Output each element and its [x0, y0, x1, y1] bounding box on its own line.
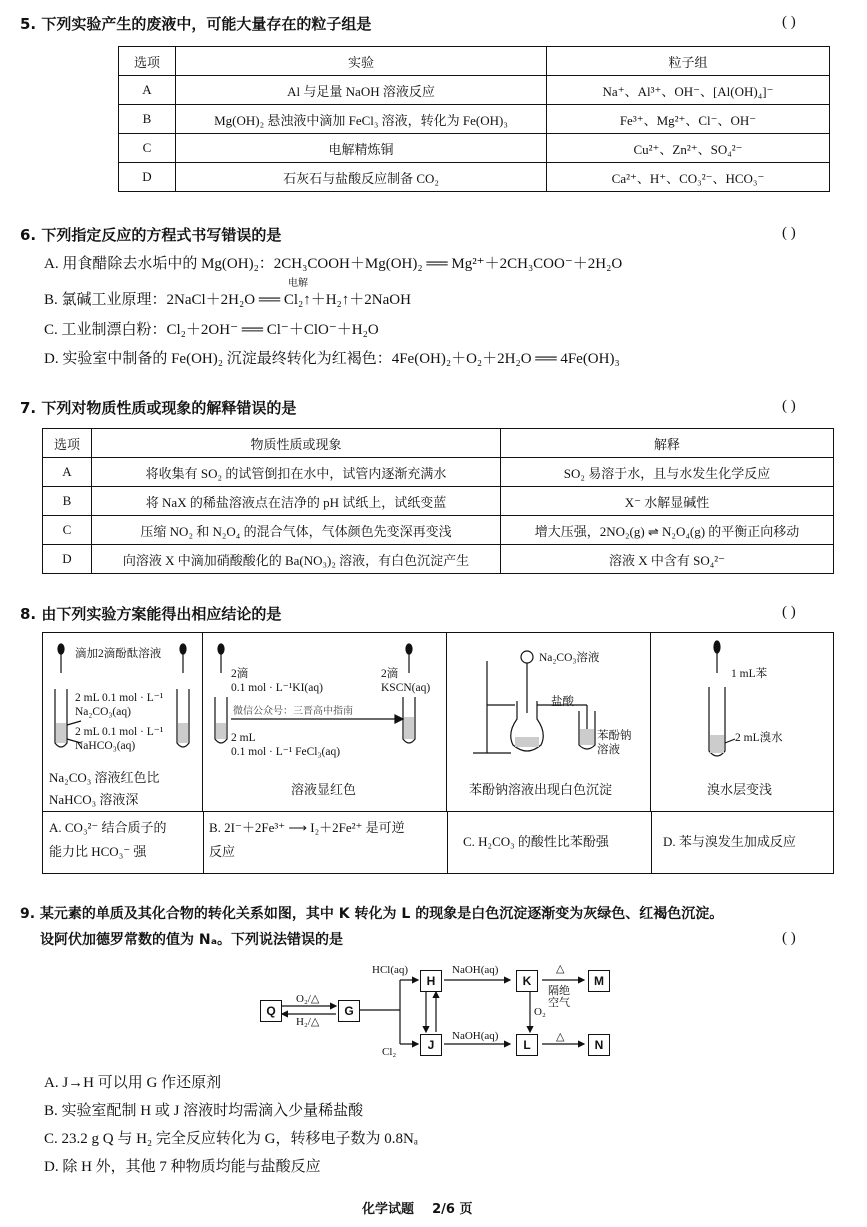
- q8-d-label-2: 2 mL溴水: [735, 732, 783, 744]
- q7-row-b-explanation: X⁻ 水解显碱性: [501, 487, 834, 516]
- q9-option-a: A. J→H 可以用 G 作还原剂: [44, 1075, 222, 1091]
- q8-a-label-4: NaHCO₃(aq): [75, 740, 136, 752]
- q8-c-result: 苯酚钠溶液出现白色沉淀: [469, 782, 613, 797]
- q9-node-k: K: [516, 970, 538, 992]
- q9-label-delta-bottom: △: [556, 1031, 565, 1043]
- q9-label-delta-top: △: [556, 963, 565, 975]
- q8-b-right-label-2: KSCN(aq): [381, 682, 431, 694]
- q5-header-option: 选项: [119, 47, 176, 76]
- q5-title: 5. 下列实验产生的废液中，可能大量存在的粒子组是: [20, 15, 372, 33]
- q8-divider: [43, 811, 833, 812]
- q6-option-b: B. 氯碱工业原理：2NaCl＋2H₂O ══ Cl₂↑＋H₂↑＋2NaOH: [44, 292, 411, 308]
- q8-a-result-2: NaHCO₃ 溶液深: [49, 792, 139, 807]
- q9-label-g-to-q: H₂/△: [296, 1016, 320, 1028]
- q8-c-acid-label: 盐酸: [551, 696, 574, 708]
- q6-option-d: D. 实验室中制备的 Fe(OH)₂ 沉淀最终转化为红褐色：4Fe(OH)₂＋O₂＋2H₂O ══ 4Fe(OH)₃: [44, 351, 620, 367]
- q8-panel-b: [203, 633, 447, 811]
- q7-row-b-option: B: [43, 487, 92, 516]
- q5-table: [118, 46, 830, 192]
- q8-c-top-label: Na₂CO₃溶液: [539, 652, 600, 664]
- q5-answer-paren: ( ): [782, 14, 796, 30]
- q5-row-a-experiment: Al 与足量 NaOH 溶液反应: [176, 76, 547, 105]
- q8-d-result: 溴水层变浅: [707, 782, 773, 797]
- q9-node-g: G: [338, 1000, 360, 1022]
- q5-row-c-option: C: [119, 134, 176, 163]
- q7-row-d-explanation: 溶液 X 中含有 SO₄²⁻: [501, 545, 834, 574]
- q5-row-b-experiment: Mg(OH)₂ 悬浊液中滴加 FeCl₃ 溶液，转化为 Fe(OH)₃: [176, 105, 547, 134]
- q8-b-left-label-2: 0.1 mol · L⁻¹KI(aq): [231, 682, 323, 694]
- q9-transformation-diagram: [250, 960, 630, 1060]
- q7-row-c-option: C: [43, 516, 92, 545]
- q9-node-n: N: [588, 1034, 610, 1056]
- q8-title: 8. 由下列实验方案能得出相应结论的是: [20, 605, 282, 623]
- q6-electrolysis-label: 电解: [288, 278, 308, 289]
- q7-row-d-phenomenon: 向溶液 X 中滴加硝酸酸化的 Ba(NO₃)₂ 溶液，有白色沉淀产生: [92, 545, 501, 574]
- q7-row-a-phenomenon: 将收集有 SO₂ 的试管倒扣在水中，试管内逐渐充满水: [92, 458, 501, 487]
- page-footer: 化学试题 2/6 页: [362, 1202, 473, 1217]
- q8-a-result-1: Na₂CO₃ 溶液红色比: [49, 770, 160, 785]
- q9-label-q-to-g: O₂/△: [296, 993, 320, 1005]
- q9-title-line1: 9. 某元素的单质及其化合物的转化关系如图，其中 K 转化为 L 的现象是白色沉淀逐渐变为灰绿色、红褐色沉淀。: [20, 906, 724, 922]
- q5-row-b-option: B: [119, 105, 176, 134]
- q6-option-c: C. 工业制漂白粉：Cl₂＋2OH⁻ ══ Cl⁻＋ClO⁻＋H₂O: [44, 322, 379, 338]
- q5-row-c-particles: Cu²⁺、Zn²⁺、SO₄²⁻: [547, 134, 830, 163]
- q5-row-a-option: A: [119, 76, 176, 105]
- q9-label-isolate-1: 隔绝: [548, 985, 570, 997]
- q7-row-a-explanation: SO₂ 易溶于水，且与水发生化学反应: [501, 458, 834, 487]
- q5-row-d-option: D: [119, 163, 176, 192]
- table-row: [119, 134, 830, 163]
- table-row: [119, 76, 830, 105]
- q8-a-top-label: 滴加2滴酚酞溶液: [75, 648, 162, 660]
- q8-c-solution-label-1: 苯酚钠: [597, 730, 632, 742]
- table-row: [119, 105, 830, 134]
- q9-option-c: C. 23.2 g Q 与 H₂ 完全反应转化为 G，转移电子数为 0.8Nₐ: [44, 1131, 418, 1147]
- table-row: [43, 516, 834, 545]
- q9-label-isolate-2: 空气: [548, 997, 570, 1009]
- q8-b-bottom-label-1: 2 mL: [231, 732, 256, 744]
- q8-answer-divider-3: [651, 811, 652, 873]
- q5-row-c-experiment: 电解精炼铜: [176, 134, 547, 163]
- q8-panel-d-test-tube: [705, 639, 768, 769]
- q7-header-option: 选项: [43, 429, 92, 458]
- q9-node-q: Q: [260, 1000, 282, 1022]
- table-row: [43, 487, 834, 516]
- q7-header-explanation: 解释: [501, 429, 834, 458]
- q7-answer-paren: ( ): [782, 398, 796, 414]
- q8-panel-d: [651, 633, 833, 811]
- q9-answer-paren: ( ): [782, 930, 796, 946]
- q8-b-result: 溶液显红色: [291, 782, 357, 797]
- q8-answer-a-line2: 能力比 HCO₃⁻ 强: [49, 844, 147, 859]
- q7-row-b-phenomenon: 将 NaX 的稀盐溶液点在洁净的 pH 试纸上，试纸变蓝: [92, 487, 501, 516]
- q6-title: 6. 下列指定反应的方程式书写错误的是: [20, 226, 282, 244]
- q8-answer-divider-1: [203, 811, 204, 873]
- q8-answer-b-line2: 反应: [209, 844, 236, 859]
- q8-a-label-1: 2 mL 0.1 mol · L⁻¹: [75, 692, 164, 704]
- q8-answer-b-line1: B. 2I⁻＋2Fe³⁺ ⟶ I₂＋2Fe²⁺ 是可逆: [209, 820, 405, 835]
- table-row: [43, 458, 834, 487]
- q8-a-label-2: Na₂CO₃(aq): [75, 706, 131, 718]
- q9-option-d: D. 除 H 外，其他 7 种物质均能与盐酸反应: [44, 1159, 321, 1175]
- q9-label-hcl: HCl(aq): [372, 964, 409, 976]
- q9-node-j: J: [420, 1034, 442, 1056]
- q5-row-a-particles: Na⁺、Al³⁺、OH⁻、[Al(OH)₄]⁻: [547, 76, 830, 105]
- q7-row-c-explanation: 增大压强，2NO₂(g) ⇌ N₂O₄(g) 的平衡正向移动: [501, 516, 834, 545]
- q9-label-naoh-bottom: NaOH(aq): [452, 1030, 499, 1042]
- q8-answer-c: C. H₂CO₃ 的酸性比苯酚强: [463, 834, 609, 849]
- q9-label-cl2: Cl₂: [382, 1046, 397, 1058]
- q9-node-h: H: [420, 970, 442, 992]
- q8-answer-paren: ( ): [782, 604, 796, 620]
- q6-option-a: A. 用食醋除去水垢中的 Mg(OH)₂：2CH₃COOH＋Mg(OH)₂ ══ Mg²⁺＋2CH₃COO⁻＋2H₂O: [44, 256, 623, 272]
- table-row: [43, 545, 834, 574]
- q8-answer-a-line1: A. CO₃²⁻ 结合质子的: [49, 820, 167, 835]
- q9-label-o2: O₂: [534, 1006, 546, 1018]
- table-row: [119, 163, 830, 192]
- q8-b-right-label-1: 2滴: [381, 668, 399, 680]
- q6-answer-paren: ( ): [782, 225, 796, 241]
- q9-option-b: B. 实验室配制 H 或 J 溶液时均需滴入少量稀盐酸: [44, 1103, 364, 1119]
- q8-panel-a: [43, 633, 203, 811]
- q8-c-solution-label-2: 溶液: [597, 744, 620, 756]
- q8-a-label-3: 2 mL 0.1 mol · L⁻¹: [75, 726, 164, 738]
- q5-header-particles: 粒子组: [547, 47, 830, 76]
- q8-b-bottom-label-2: 0.1 mol · L⁻¹ FeCl₃(aq): [231, 746, 341, 758]
- q5-row-d-particles: Ca²⁺、H⁺、CO₃²⁻、HCO₃⁻: [547, 163, 830, 192]
- q9-node-m: M: [588, 970, 610, 992]
- q5-row-d-experiment: 石灰石与盐酸反应制备 CO₂: [176, 163, 547, 192]
- q8-d-label-1: 1 mL苯: [731, 668, 768, 680]
- q8-experiment-box: [42, 632, 834, 874]
- q8-b-left-label-1: 2滴: [231, 668, 249, 680]
- q7-row-d-option: D: [43, 545, 92, 574]
- q8-answer-d: D. 苯与溴发生加成反应: [663, 834, 796, 849]
- q8-panel-c: [447, 633, 651, 811]
- q9-label-naoh-top: NaOH(aq): [452, 964, 499, 976]
- q7-row-c-phenomenon: 压缩 NO₂ 和 N₂O₄ 的混合气体，气体颜色先变深再变浅: [92, 516, 501, 545]
- q8-answer-divider-2: [447, 811, 448, 873]
- q5-row-b-particles: Fe³⁺、Mg²⁺、Cl⁻、OH⁻: [547, 105, 830, 134]
- q8-b-watermark: 微信公众号：三晋高中指南: [233, 706, 353, 717]
- q7-header-phenomenon: 物质性质或现象: [92, 429, 501, 458]
- q7-title: 7. 下列对物质性质或现象的解释错误的是: [20, 399, 297, 417]
- q9-node-l: L: [516, 1034, 538, 1056]
- q9-title-line2: 设阿伏加德罗常数的值为 Nₐ。下列说法错误的是: [40, 932, 343, 948]
- q7-row-a-option: A: [43, 458, 92, 487]
- q5-header-experiment: 实验: [176, 47, 547, 76]
- q7-table: [42, 428, 834, 574]
